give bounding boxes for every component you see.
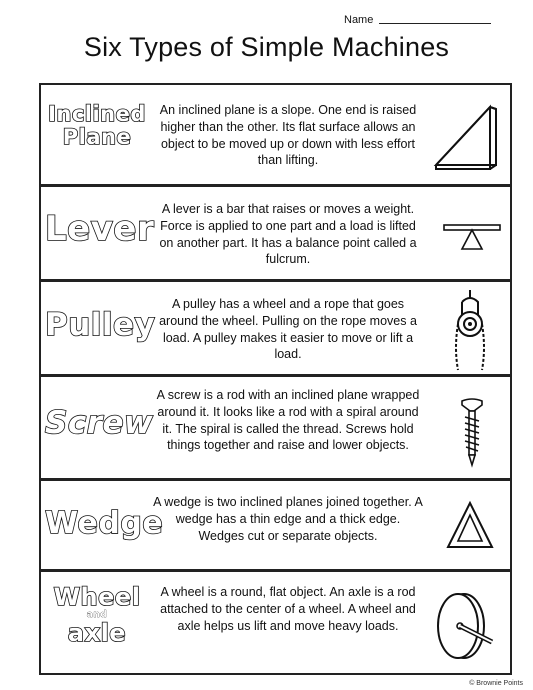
- machine-word-lever: Lever: [45, 209, 155, 249]
- machine-description: A pulley has a wheel and a rope that goes around the wheel. Pulling on the rope moves a load. A pulley makes it easier to move or lift a load.: [159, 297, 417, 362]
- machine-word-inclined-plane: [45, 103, 149, 149]
- copyright-text: © Brownie Points: [469, 680, 523, 687]
- machine-description: A wedge is two inclined planes joined together. A wedge has a thin edge and a thick edge. Wedges cut or separate objects.: [153, 495, 423, 543]
- machine-description: A lever is a bar that raises or moves a weight. Force is applied to one part and a load is lifted on another part. It has a balance point called a fulcrum.: [159, 202, 417, 267]
- pulley-icon: [448, 290, 492, 372]
- name-label: Name: [344, 14, 374, 26]
- machine-row-screw: [39, 375, 512, 480]
- machine-word-screw: Screw: [45, 405, 154, 441]
- inclined-plane-icon: [432, 99, 502, 171]
- name-field[interactable]: [344, 14, 491, 26]
- machine-row-inclined-plane: [39, 83, 512, 186]
- machine-row-lever: [39, 185, 512, 281]
- word-line-1: Wheel: [53, 583, 141, 611]
- machine-word-wheel-and-axle: [45, 584, 149, 646]
- page-title: Six Types of Simple Machines: [83, 32, 450, 62]
- wheel-and-axle-icon: [434, 590, 498, 662]
- machine-word-pulley: Pulley: [45, 307, 156, 343]
- name-blank-line[interactable]: [379, 23, 491, 24]
- word-line-2: axle: [67, 619, 127, 647]
- wedge-icon: [446, 501, 494, 551]
- machine-row-pulley: [39, 280, 512, 376]
- lever-icon: [442, 219, 502, 255]
- word-line-2: Plane: [62, 125, 132, 149]
- machine-description: An inclined plane is a slope. One end is raised higher than the other. Its flat surface allows an object to be moved up or down with less effort than lifting.: [159, 103, 417, 168]
- machine-word-wedge: Wedge: [45, 506, 164, 541]
- machine-row-wheel-and-axle: [39, 570, 512, 675]
- machine-description: A wheel is a round, flat object. An axle is a rod attached to the center of a wheel. A wheel and axle helps us lift and move heavy loads.: [160, 585, 416, 633]
- machine-description: A screw is a rod with an inclined plane wrapped around it. It looks like a rod with a spiral around it. The spiral is called the thread. Screws hold things together and raise and lower objects.: [156, 388, 420, 453]
- machine-row-wedge: [39, 479, 512, 571]
- word-line-1: Inclined: [48, 102, 146, 126]
- word-and: and: [86, 610, 108, 620]
- screw-icon: [460, 397, 484, 467]
